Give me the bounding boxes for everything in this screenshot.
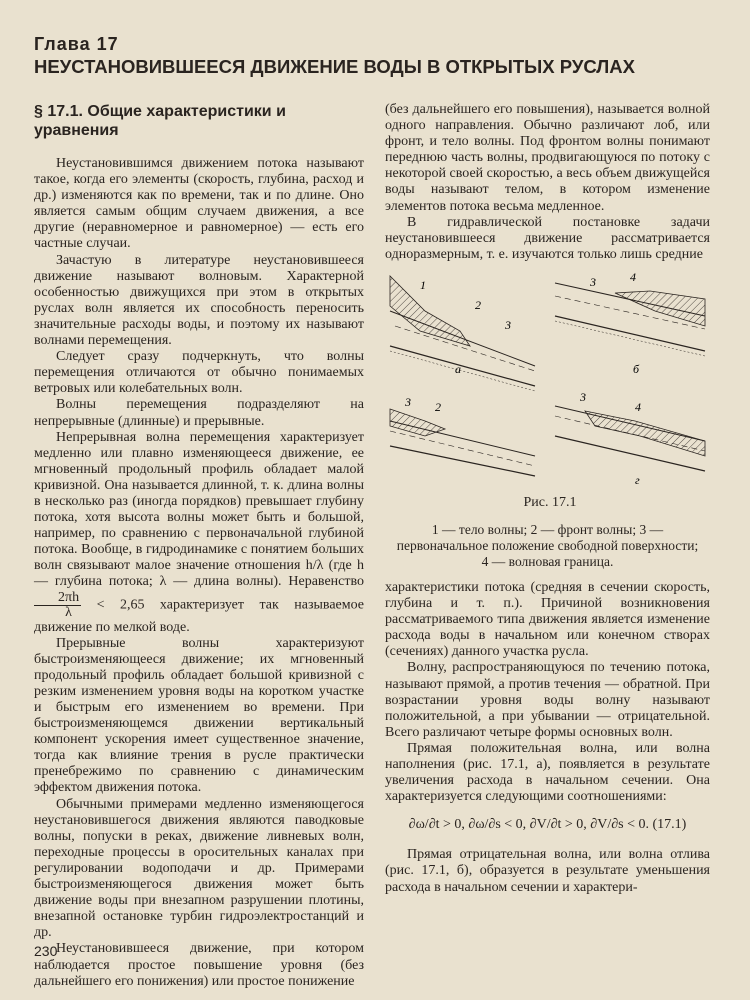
- paragraph: (без дальнейшего его повышения), называется волной одного направления. Обычно различают лоб, или фронт, и тело волны. Под фронтом волны понимают переднюю часть волны, продвигающуюся по потоку с некоторой своей скоростью, а весь объем движущейся воды называют телом, в котором изменение элементов потока весьма медленное.: [385, 102, 711, 214]
- label-1: 1: [420, 277, 426, 292]
- inequality-fraction: [34, 591, 81, 620]
- label-3: 3: [580, 389, 586, 404]
- paragraph: Волны перемещения подразделяют на непрерывные (длинные) и прерывные.: [34, 397, 364, 429]
- fraction-numerator: 2πh: [34, 591, 81, 606]
- label-g: г: [635, 472, 640, 486]
- paragraph-text: Непрерывная волна перемещения характеризует медленно или плавно изменяющееся движение, ее мгновенный продольный профиль обладает малой кривизной. Она называется длинной, т. к. длина волны в несколько раз (иногда порядков) превышает глубину потока, хотя высота волны может быть и большой, например, по сравнению с первоначальной глубиной потока. Вообще, в гидродинамике с понятием больших волн связывают малое значение отношения h/λ (где h — глубина потока; λ — длина волны). Неравенство: [34, 429, 364, 590]
- paragraph: Прерывные волны характеризуют быстроизменяющееся движение; их мгновенный продольный профиль обладает большой кривизной с резким изменением уровня воды на коротком участке и быстрым его изменением во времени. При быстроизменяющемся движении вертикальный компонент ускорения имеет существенное значение, тогда как влияние трения в русле практически пренебрежимо по сравнению с динамическим эффектом движения потока.: [34, 635, 364, 796]
- legend-line: 4 — волновая граница.: [481, 553, 614, 569]
- paragraph: характеристики потока (средняя в сечении скорость, глубина и т. п.). Причиной возникновения рассматриваемого типа движения является изменение расхода воды в начальном или конечном створах (сечениях) данного участка русла.: [385, 579, 710, 660]
- label-2: 2: [475, 297, 481, 312]
- paragraph: В гидравлической постановке задачи неустановившееся движение рассматривается одноразмерным, т. е. изучаются только лишь средние: [385, 214, 710, 262]
- chapter-title: НЕУСТАНОВИВШЕЕСЯ ДВИЖЕНИЕ ВОДЫ В ОТКРЫТЫХ РУСЛАХ: [34, 56, 635, 77]
- figure-17-1: [385, 271, 715, 516]
- label-b: б: [633, 361, 640, 376]
- paragraph: Прямая отрицательная волна, или волна отлива (рис. 17.1, б), образуется в результате уменьшения расхода в начальном сечении и характери-: [385, 847, 710, 895]
- paragraph: Следует сразу подчеркнуть, что волны перемещения отличаются от обычно понимаемых ветровых или колебательных волн.: [34, 349, 364, 397]
- paragraph: [34, 430, 364, 636]
- paragraph: Неустановившееся движение, при котором наблюдается простое повышение уровня (без дальнейшего его понижения) или простое понижение: [34, 941, 364, 989]
- figure-caption: Рис. 17.1: [523, 494, 577, 510]
- label-3: 3: [590, 274, 596, 289]
- formula-17-1: ∂ω/∂t > 0, ∂ω/∂s < 0, ∂V/∂t > 0, ∂V/∂s < 0. (17.1): [408, 817, 687, 833]
- label-4: 4: [630, 270, 636, 284]
- diagram-b: [555, 271, 705, 376]
- paragraph-text: < 2,65 характеризует так называемое движение по мелкой воде.: [34, 597, 364, 635]
- wave-diagrams: [385, 271, 715, 486]
- label-a: а: [455, 361, 461, 376]
- figure-legend: [385, 522, 710, 570]
- left-column: [34, 102, 364, 990]
- legend-line: 1 — тело волны; 2 — фронт волны; 3 — первоначальное положение свободной поверхности;: [396, 521, 699, 553]
- paragraph: Зачастую в литературе неустановившееся движение называют волновым. Характерной особенностью движущихся при этом в открытых руслах волн является их способность переносить значительные расходы воды, и поэтому их называют волнами перемещения.: [34, 252, 364, 349]
- label-3: 3: [405, 394, 411, 409]
- paragraph: Обычными примерами медленно изменяющегося неустановившегося движения являются паводковые волны, попуски в реках, движение ливневых волн, переходные процессы в оросительных каналах при регулировании водоподачи и др. Примерами быстроизменяющегося движения может быть движение воды при внезапном разрушении плотины, внезапной остановке турбин гидроэлектростанций и др.: [34, 796, 364, 941]
- diagram-g: [555, 390, 705, 486]
- diagram-a: [390, 276, 535, 391]
- page-number: 230: [34, 943, 58, 959]
- paragraph: Волну, распространяющуюся по течению потока, называют прямой, а против течения — обратной. При возрастании уровня воды волну называют положительной, а при убывании — отрицательной. Всего различают четыре формы основных волн.: [385, 660, 710, 740]
- chapter-number: Глава 17: [34, 34, 119, 54]
- section-title: § 17.1. Общие характеристики и уравнения: [34, 103, 286, 139]
- paragraph: Неустановившимся движением потока называют такое, когда его элементы (скорость, глубина, расход и др.) изменяются как по времени, так и по длине. Оно является самым общим случаем движения, а все другие (неравномерное и равномерное) — есть его частные случаи.: [34, 156, 364, 252]
- fraction-denominator: λ: [65, 604, 72, 620]
- right-column: [385, 102, 710, 896]
- label-2: 2: [435, 399, 441, 414]
- label-4: 4: [635, 399, 641, 414]
- paragraph: Прямая положительная волна, или волна наполнения (рис. 17.1, а), появляется в результате увеличения расхода в начальном сечении. Она характеризуется следующими соотношениями:: [385, 740, 710, 805]
- label-3: 3: [505, 317, 511, 332]
- diagram-v: [390, 395, 535, 476]
